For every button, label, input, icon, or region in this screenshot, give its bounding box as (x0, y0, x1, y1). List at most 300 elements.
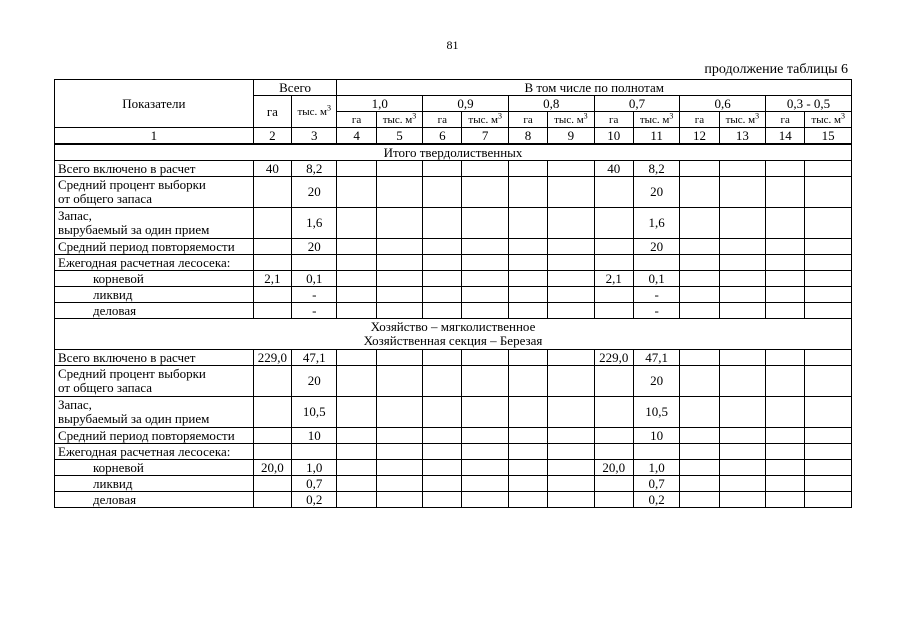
table-row (55, 428, 852, 444)
table-cell (805, 350, 852, 366)
table-cell (292, 444, 337, 460)
table-cell: 229,0 (253, 350, 291, 366)
column-number: 7 (462, 128, 508, 145)
table-cell (548, 239, 594, 255)
header-total-tm (292, 96, 337, 128)
table-cell (508, 177, 547, 208)
table-cell: 20 (292, 239, 337, 255)
table-cell (548, 161, 594, 177)
table-cell (423, 303, 462, 319)
table-cell (337, 177, 376, 208)
section-title: Итого твердолиственных (55, 144, 852, 161)
table-cell (766, 239, 805, 255)
unit-superscript: 3 (840, 111, 845, 120)
table-cell (548, 177, 594, 208)
row-label: ликвид (55, 287, 254, 303)
table-cell: 20 (633, 366, 679, 397)
table-cell: 40 (594, 161, 633, 177)
section-title-row (55, 144, 852, 161)
table-cell (423, 366, 462, 397)
header-density: 0,9 (423, 96, 509, 112)
table-cell (719, 271, 765, 287)
table-cell (508, 350, 547, 366)
table-cell (766, 476, 805, 492)
table-cell (719, 208, 765, 239)
table-cell (423, 287, 462, 303)
row-label (55, 397, 254, 428)
table-cell (376, 397, 422, 428)
table-cell (594, 287, 633, 303)
table-cell (337, 208, 376, 239)
table-cell (766, 161, 805, 177)
row-label: Всего включено в расчет (55, 350, 254, 366)
row-label: Средний период повторяемости (55, 239, 254, 255)
table-cell (548, 303, 594, 319)
table-cell (376, 208, 422, 239)
table-cell (548, 208, 594, 239)
table-cell (462, 271, 508, 287)
header-unit-ha: га (337, 112, 376, 128)
table-cell (680, 444, 719, 460)
table-cell (376, 460, 422, 476)
table-cell (594, 492, 633, 508)
table-cell (766, 397, 805, 428)
table-cell: 10,5 (633, 397, 679, 428)
table-cell: 0,2 (633, 492, 679, 508)
table-cell (462, 397, 508, 428)
row-label: Всего включено в расчет (55, 161, 254, 177)
table-cell (719, 287, 765, 303)
row-label-line: Средний процент выборки (58, 366, 206, 381)
table-cell: 0,1 (633, 271, 679, 287)
table-cell (508, 397, 547, 428)
header-indicators: Показатели (55, 80, 254, 128)
table-cell: 2,1 (253, 271, 291, 287)
column-number: 11 (633, 128, 679, 145)
table-cell (337, 476, 376, 492)
header-total-ha: га (253, 96, 291, 128)
table-cell (680, 350, 719, 366)
table-cell (376, 366, 422, 397)
table-cell (423, 161, 462, 177)
table-cell (462, 366, 508, 397)
table-cell (766, 428, 805, 444)
table-cell: 1,6 (292, 208, 337, 239)
table-cell (337, 271, 376, 287)
table-cell (805, 177, 852, 208)
table-cell (376, 350, 422, 366)
table-cell: - (633, 287, 679, 303)
table-cell (805, 366, 852, 397)
table-cell: 8,2 (292, 161, 337, 177)
table-cell (462, 255, 508, 271)
table-cell (253, 287, 291, 303)
table-cell (253, 255, 291, 271)
table-cell (423, 397, 462, 428)
table-cell (462, 303, 508, 319)
table-cell (548, 287, 594, 303)
table-cell (548, 271, 594, 287)
row-label-line: вырубаемый за один прием (58, 411, 210, 426)
unit-superscript: 3 (583, 111, 588, 120)
header-unit-tm (719, 112, 765, 128)
row-label: деловая (55, 303, 254, 319)
section-subtitle-line: Хозяйственная секция – Березая (363, 333, 543, 348)
table-row (55, 208, 852, 239)
table-cell (766, 366, 805, 397)
table-cell (337, 397, 376, 428)
table-cell (719, 397, 765, 428)
table-cell: 20,0 (594, 460, 633, 476)
table-row (55, 492, 852, 508)
table-cell (719, 428, 765, 444)
table-cell (719, 444, 765, 460)
header-unit-ha: га (594, 112, 633, 128)
table-cell: 0,2 (292, 492, 337, 508)
table-cell: 10,5 (292, 397, 337, 428)
table-cell: 8,2 (633, 161, 679, 177)
table-cell (337, 255, 376, 271)
header-density: 1,0 (337, 96, 423, 112)
header-unit-ha: га (508, 112, 547, 128)
table-cell (805, 208, 852, 239)
header-unit-tm (462, 112, 508, 128)
table-cell: 0,1 (292, 271, 337, 287)
table-cell (805, 460, 852, 476)
table-cell (423, 460, 462, 476)
table-cell (376, 239, 422, 255)
column-number: 12 (680, 128, 719, 145)
table-cell (594, 177, 633, 208)
table-cell (508, 444, 547, 460)
unit-superscript: 3 (755, 111, 760, 120)
table-cell (680, 255, 719, 271)
table-cell: 47,1 (292, 350, 337, 366)
table-cell (719, 177, 765, 208)
table-cell (680, 208, 719, 239)
table-row (55, 397, 852, 428)
table-cell (719, 161, 765, 177)
table-cell (462, 428, 508, 444)
table-cell: - (633, 303, 679, 319)
table-cell: 1,0 (633, 460, 679, 476)
table-cell (462, 161, 508, 177)
table-cell: 20,0 (253, 460, 291, 476)
section-title-line: Хозяйство – мягколиственное (370, 319, 536, 334)
header-density: 0,6 (680, 96, 766, 112)
row-label (55, 208, 254, 239)
table-cell (462, 492, 508, 508)
table-cell: 20 (292, 366, 337, 397)
header-including: В том числе по полнотам (337, 80, 852, 96)
table-cell (766, 350, 805, 366)
table-cell (548, 350, 594, 366)
table-row (55, 255, 852, 271)
table-cell (548, 460, 594, 476)
table-cell (376, 303, 422, 319)
table-cell (548, 397, 594, 428)
header-total: Всего (253, 80, 337, 96)
table-cell (594, 428, 633, 444)
table-cell (253, 239, 291, 255)
table-cell (508, 271, 547, 287)
table-cell: 229,0 (594, 350, 633, 366)
table-cell: 1,0 (292, 460, 337, 476)
column-number: 8 (508, 128, 547, 145)
table-cell (719, 350, 765, 366)
table-cell: 40 (253, 161, 291, 177)
table-cell (253, 428, 291, 444)
table-cell (594, 255, 633, 271)
table-cell (766, 255, 805, 271)
table-row (55, 177, 852, 208)
table-cell (423, 208, 462, 239)
table-cell: - (292, 287, 337, 303)
table-cell: 1,6 (633, 208, 679, 239)
table-cell (376, 287, 422, 303)
table-cell (719, 239, 765, 255)
table-cell (253, 492, 291, 508)
table-cell (337, 161, 376, 177)
table-cell (805, 428, 852, 444)
table-cell (719, 460, 765, 476)
table-cell (805, 271, 852, 287)
table-cell (719, 255, 765, 271)
table-cell: 0,7 (292, 476, 337, 492)
table-cell (253, 444, 291, 460)
table-cell (594, 303, 633, 319)
data-table (54, 79, 852, 508)
table-cell (766, 208, 805, 239)
table-cell (680, 161, 719, 177)
table-cell: 47,1 (633, 350, 679, 366)
column-number: 9 (548, 128, 594, 145)
table-cell (508, 287, 547, 303)
table-cell (594, 208, 633, 239)
table-cell (594, 397, 633, 428)
section-title-row (55, 319, 852, 350)
row-label-line: Средний процент выборки (58, 177, 206, 192)
table-cell (805, 239, 852, 255)
table-cell (680, 303, 719, 319)
header-unit-ha: га (680, 112, 719, 128)
unit-label: тыс. м (297, 105, 327, 118)
table-cell (508, 460, 547, 476)
table-cell (423, 428, 462, 444)
table-cell (462, 460, 508, 476)
table-cell (253, 208, 291, 239)
unit-label: тыс. м (811, 113, 841, 126)
table-cell (680, 492, 719, 508)
table-cell (508, 492, 547, 508)
table-cell (462, 476, 508, 492)
column-number: 2 (253, 128, 291, 145)
table-cell (766, 444, 805, 460)
header-unit-ha: га (766, 112, 805, 128)
table-cell (680, 476, 719, 492)
table-row (55, 239, 852, 255)
table-cell (376, 476, 422, 492)
unit-label: тыс. м (382, 113, 413, 126)
table-cell (337, 350, 376, 366)
table-cell (253, 397, 291, 428)
row-label-line: Запас, (58, 397, 92, 412)
table-cell (508, 161, 547, 177)
table-cell (766, 271, 805, 287)
table-cell (253, 366, 291, 397)
table-cell (462, 287, 508, 303)
table-cell (462, 177, 508, 208)
table-row (55, 271, 852, 287)
table-cell (680, 271, 719, 287)
table-cell (548, 366, 594, 397)
table-cell: 20 (633, 239, 679, 255)
table-cell (719, 492, 765, 508)
table-cell (376, 444, 422, 460)
table-cell (680, 428, 719, 444)
table-cell (680, 460, 719, 476)
table-cell (680, 177, 719, 208)
table-cell (766, 303, 805, 319)
table-cell (423, 350, 462, 366)
row-label-line: Запас, (58, 208, 92, 223)
row-label: корневой (55, 460, 254, 476)
table-cell (423, 492, 462, 508)
table-cell (423, 177, 462, 208)
table-cell (423, 444, 462, 460)
table-row (55, 303, 852, 319)
table-cell (337, 444, 376, 460)
table-row (55, 287, 852, 303)
table-cell (719, 303, 765, 319)
header-density: 0,8 (508, 96, 594, 112)
table-cell (680, 239, 719, 255)
column-number: 3 (292, 128, 337, 145)
table-cell (766, 177, 805, 208)
table-cell (508, 303, 547, 319)
table-cell (805, 476, 852, 492)
table-cell (805, 303, 852, 319)
header-unit-tm (376, 112, 422, 128)
table-cell (719, 476, 765, 492)
row-label: Средний период повторяемости (55, 428, 254, 444)
table-cell (423, 476, 462, 492)
column-number: 10 (594, 128, 633, 145)
unit-superscript: 3 (669, 111, 674, 120)
table-cell (337, 366, 376, 397)
header-unit-tm (805, 112, 852, 128)
table-cell (680, 397, 719, 428)
table-cell (548, 444, 594, 460)
row-label-line: вырубаемый за один прием (58, 222, 210, 237)
row-label: Ежегодная расчетная лесосека: (55, 255, 254, 271)
table-row (55, 476, 852, 492)
table-cell (633, 444, 679, 460)
table-cell (548, 492, 594, 508)
table-cell: 20 (292, 177, 337, 208)
table-cell (680, 287, 719, 303)
column-number: 14 (766, 128, 805, 145)
table-cell (805, 161, 852, 177)
table-cell (548, 255, 594, 271)
table-cell (337, 428, 376, 444)
table-cell (805, 492, 852, 508)
table-cell (680, 366, 719, 397)
row-label (55, 177, 254, 208)
column-number: 4 (337, 128, 376, 145)
unit-superscript: 3 (497, 111, 502, 120)
table-cell (548, 476, 594, 492)
unit-label: тыс. м (468, 113, 498, 126)
table-cell (594, 476, 633, 492)
table-cell (805, 287, 852, 303)
table-cell (462, 239, 508, 255)
table-cell (508, 208, 547, 239)
unit-superscript: 3 (412, 111, 417, 120)
row-label: ликвид (55, 476, 254, 492)
column-number: 5 (376, 128, 422, 145)
table-caption: продолжение таблицы 6 (704, 62, 848, 77)
table-cell (253, 177, 291, 208)
header-unit-tm (548, 112, 594, 128)
table-row (55, 460, 852, 476)
table-cell: 0,7 (633, 476, 679, 492)
table-cell (508, 476, 547, 492)
row-label-line: от общего запаса (58, 380, 153, 395)
table-cell (253, 303, 291, 319)
table-cell (376, 271, 422, 287)
header-density: 0,7 (594, 96, 680, 112)
table-cell (508, 255, 547, 271)
table-cell (766, 492, 805, 508)
table-cell (508, 428, 547, 444)
table-cell (594, 239, 633, 255)
table-cell: - (292, 303, 337, 319)
header-density: 0,3 - 0,5 (766, 96, 852, 112)
table-cell (594, 444, 633, 460)
table-cell (508, 366, 547, 397)
table-row (55, 350, 852, 366)
unit-label: тыс. м (725, 113, 756, 126)
unit-label: тыс. м (554, 113, 584, 126)
table-cell (508, 239, 547, 255)
table-cell (423, 271, 462, 287)
unit-superscript: 3 (327, 102, 331, 112)
table-cell: 10 (633, 428, 679, 444)
table-row (55, 366, 852, 397)
table-cell (805, 444, 852, 460)
table-cell (805, 255, 852, 271)
table-row (55, 161, 852, 177)
table-cell (337, 460, 376, 476)
table-cell (805, 397, 852, 428)
table-cell (594, 366, 633, 397)
table-cell (766, 460, 805, 476)
table-cell (253, 476, 291, 492)
table-cell (376, 177, 422, 208)
table-cell (337, 239, 376, 255)
table-cell (719, 366, 765, 397)
column-number: 6 (423, 128, 462, 145)
column-number: 15 (805, 128, 852, 145)
column-number: 1 (55, 128, 254, 145)
table-cell (376, 255, 422, 271)
header-unit-tm (633, 112, 679, 128)
table-cell (462, 350, 508, 366)
unit-label: тыс. м (639, 113, 670, 126)
table-cell (376, 492, 422, 508)
table-cell (337, 303, 376, 319)
